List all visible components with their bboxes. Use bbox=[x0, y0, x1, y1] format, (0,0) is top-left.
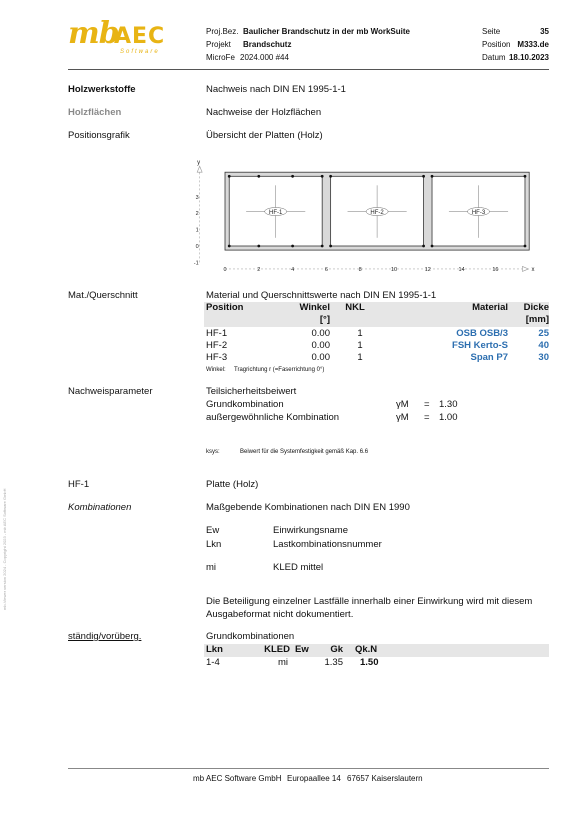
footer-rule bbox=[68, 768, 549, 769]
material-row-2-position: HF-2 bbox=[206, 340, 228, 351]
support-top-1 bbox=[257, 175, 260, 178]
legend-text-mi: KLED mittel bbox=[273, 562, 324, 573]
y-axis-arrow bbox=[197, 166, 202, 172]
staendig-header-gk: Gk bbox=[330, 644, 343, 655]
header-position-value: M333.de bbox=[517, 40, 549, 49]
nachweis-row-1-eq: = bbox=[424, 399, 430, 410]
header-projekt-label: Projekt bbox=[206, 40, 231, 49]
material-row-1-position: HF-1 bbox=[206, 328, 228, 339]
support-top-3 bbox=[321, 175, 324, 178]
x-tick-8: 16 bbox=[492, 266, 499, 273]
material-row-3-position: HF-3 bbox=[206, 352, 228, 363]
material-header-winkel-unit: [°] bbox=[319, 314, 330, 325]
material-row-2-winkel: 0.00 bbox=[311, 340, 330, 351]
support-top-5 bbox=[422, 175, 425, 178]
section-hf1-label: HF-1 bbox=[68, 479, 90, 490]
support-bottom-4 bbox=[329, 245, 332, 248]
y-tick-3: 2 bbox=[195, 211, 199, 218]
material-row-1-dicke: 25 bbox=[538, 328, 549, 339]
material-row-2-material: FSH Kerto-S bbox=[452, 340, 508, 351]
nachweis-row-2-eq: = bbox=[424, 412, 430, 423]
staendig-header-lkn: Lkn bbox=[206, 644, 223, 655]
logo-aec: AEC bbox=[114, 24, 166, 49]
plate-2-label: HF-2 bbox=[370, 209, 384, 216]
header-seite-value: 35 bbox=[540, 27, 549, 36]
side-note: mb-Viewer version 2024 - Copyright 2023 - mb AEC Software GmbH bbox=[2, 488, 7, 610]
x-axis-label: x bbox=[531, 266, 535, 273]
x-tick-1: 2 bbox=[257, 266, 261, 273]
material-header-winkel: Winkel bbox=[299, 302, 330, 313]
section-positionsgrafik-label: Positionsgrafik bbox=[68, 130, 130, 141]
staendig-row-1-gk: 1.35 bbox=[324, 657, 343, 668]
section-holzwerkstoffe-label: Holzwerkstoffe bbox=[68, 84, 136, 95]
y-tick-4: 3 bbox=[195, 194, 199, 201]
legend-text-lkn: Lastkombinationsnummer bbox=[273, 539, 382, 550]
nachweis-row-1-text: Grundkombination bbox=[206, 399, 284, 410]
logo-mb: mb bbox=[68, 16, 119, 51]
y-tick-2: 1 bbox=[195, 227, 199, 234]
material-row-3-winkel: 0.00 bbox=[311, 352, 330, 363]
section-positionsgrafik-value: Übersicht der Platten (Holz) bbox=[206, 130, 323, 141]
company-logo bbox=[68, 18, 168, 58]
x-axis-arrow bbox=[522, 266, 528, 271]
x-tick-7: 14 bbox=[458, 266, 465, 273]
section-material-label: Mat./Querschnitt bbox=[68, 290, 138, 301]
plate-3-label: HF-3 bbox=[471, 209, 486, 216]
kombinationen-note-line-2: Ausgabeformat nicht dokumentiert. bbox=[206, 609, 354, 620]
section-holzwerkstoffe-value: Nachweis nach DIN EN 1995-1-1 bbox=[206, 84, 346, 95]
ksys-text: Beiwert für die Systemfestigkeit gemäß Kap. 6.6 bbox=[240, 449, 369, 455]
staendig-row-1-kled: mi bbox=[277, 657, 288, 668]
header-microfe-value: 2024.000 #44 bbox=[240, 53, 289, 62]
y-tick-0: -1 bbox=[193, 260, 199, 267]
ksys-label: ksys: bbox=[206, 449, 220, 455]
x-tick-0: 0 bbox=[223, 266, 227, 273]
nachweis-row-2-symbol: γM bbox=[396, 412, 409, 423]
support-top-0 bbox=[228, 175, 231, 178]
footer-company: mb AEC Software GmbH bbox=[193, 774, 282, 783]
support-top-2 bbox=[291, 175, 294, 178]
legend-key-ew: Ew bbox=[206, 525, 220, 536]
nachweis-row-1-symbol: γM bbox=[396, 399, 409, 410]
staendig-row-1-qkn: 1.50 bbox=[360, 657, 379, 668]
section-kombinationen-label: Kombinationen bbox=[68, 502, 132, 513]
material-row-1-nkl: 1 bbox=[357, 328, 363, 339]
header-projbez-label: Proj.Bez. bbox=[206, 27, 239, 36]
nachweis-row-2-value: 1.00 bbox=[439, 412, 458, 423]
staendig-header-kled: KLED bbox=[264, 644, 290, 655]
material-footnote-text: Tragrichtung r (=Faserrichtung 0°) bbox=[234, 367, 325, 373]
staendig-header-qkn: Qk.N bbox=[355, 644, 378, 655]
material-row-2-dicke: 40 bbox=[538, 340, 549, 351]
support-bottom-7 bbox=[524, 245, 527, 248]
x-tick-2: 4 bbox=[291, 266, 295, 273]
x-tick-4: 8 bbox=[358, 266, 362, 273]
staendig-title: Grundkombinationen bbox=[206, 631, 295, 642]
legend-key-lkn: Lkn bbox=[206, 539, 222, 550]
material-row-3-material: Span P7 bbox=[470, 352, 508, 363]
support-bottom-2 bbox=[291, 245, 294, 248]
nachweis-row-2-text: außergewöhnliche Kombination bbox=[206, 412, 340, 423]
header-projbez-value: Baulicher Brandschutz in der mb WorkSuite bbox=[243, 27, 410, 36]
footer-street: Europaallee 14 bbox=[287, 774, 341, 783]
kombinationen-title: Maßgebende Kombinationen nach DIN EN 1990 bbox=[206, 502, 410, 513]
support-bottom-0 bbox=[228, 245, 231, 248]
nachweis-row-1-value: 1.30 bbox=[439, 399, 458, 410]
plates-overview-graphic bbox=[190, 152, 550, 282]
x-tick-3: 6 bbox=[324, 266, 328, 273]
material-row-3-dicke: 30 bbox=[538, 352, 549, 363]
header-datum-label: Datum bbox=[482, 53, 506, 62]
material-header-nkl: NKL bbox=[345, 302, 365, 313]
header-rule bbox=[68, 69, 549, 70]
material-row-1-winkel: 0.00 bbox=[311, 328, 330, 339]
section-staendig-label: ständig/vorüberg. bbox=[68, 631, 142, 642]
support-top-4 bbox=[329, 175, 332, 178]
x-tick-6: 12 bbox=[424, 266, 431, 273]
material-header-material: Material bbox=[472, 302, 508, 313]
material-header-position: Position bbox=[206, 302, 244, 313]
kombinationen-note-line-1: Die Beteiligung einzelner Lastfälle innerhalb einer Einwirkung wird mit diesem bbox=[206, 596, 533, 607]
material-row-2-nkl: 1 bbox=[357, 340, 363, 351]
nachweis-title: Teilsicherheitsbeiwert bbox=[206, 386, 297, 397]
material-header-dicke-unit: [mm] bbox=[525, 314, 549, 325]
support-bottom-6 bbox=[431, 245, 434, 248]
plate-1-label: HF-1 bbox=[269, 209, 283, 216]
support-bottom-1 bbox=[257, 245, 260, 248]
material-row-1-material: OSB OSB/3 bbox=[456, 328, 508, 339]
header-projekt-value: Brandschutz bbox=[243, 40, 292, 49]
header-seite-label: Seite bbox=[482, 27, 501, 36]
support-top-7 bbox=[524, 175, 527, 178]
material-title: Material und Querschnittswerte nach DIN EN 1995-1-1 bbox=[206, 290, 437, 301]
x-tick-5: 10 bbox=[390, 266, 398, 273]
footer-city: 67657 Kaiserslautern bbox=[347, 774, 423, 783]
material-row-3-nkl: 1 bbox=[357, 352, 363, 363]
header-position-label: Position bbox=[482, 40, 511, 49]
section-nachweis-label: Nachweisparameter bbox=[68, 386, 153, 397]
y-axis-label: y bbox=[197, 160, 201, 167]
header-datum-value: 18.10.2023 bbox=[508, 53, 549, 62]
section-hf1-value: Platte (Holz) bbox=[206, 479, 259, 490]
legend-text-ew: Einwirkungsname bbox=[273, 525, 348, 536]
section-holzflaechen-label: Holzflächen bbox=[68, 107, 122, 118]
material-header-dicke: Dicke bbox=[523, 302, 549, 313]
header-microfe-label: MicroFe bbox=[206, 53, 235, 62]
logo-software: Software bbox=[120, 49, 160, 55]
support-bottom-3 bbox=[321, 245, 324, 248]
support-top-6 bbox=[431, 175, 434, 178]
legend-key-mi: mi bbox=[206, 562, 217, 573]
material-footnote-label: Winkel: bbox=[206, 367, 226, 373]
staendig-row-1-lkn: 1-4 bbox=[206, 657, 220, 668]
y-tick-1: 0 bbox=[195, 244, 199, 250]
section-holzflaechen-value: Nachweise der Holzflächen bbox=[206, 107, 322, 118]
staendig-header-ew: Ew bbox=[295, 644, 309, 655]
support-bottom-5 bbox=[422, 245, 425, 248]
